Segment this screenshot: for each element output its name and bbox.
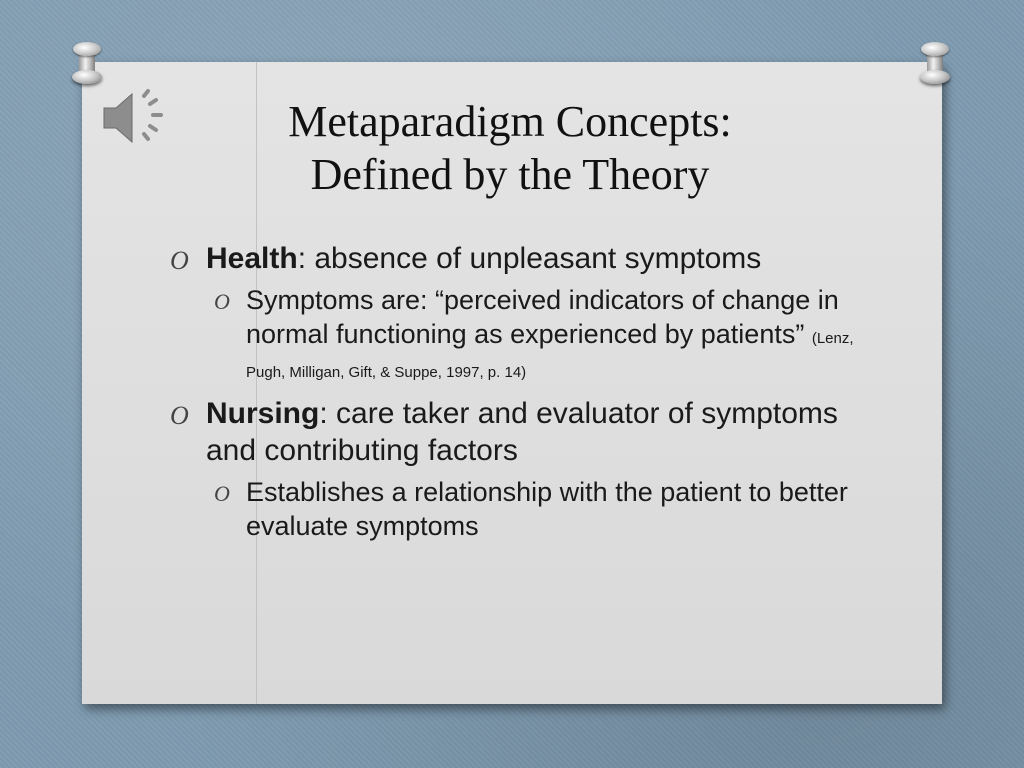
bullet-health [170,240,870,277]
term-nursing: Nursing [206,397,320,430]
bullet-marker: O [170,401,189,430]
title-line-1: Metaparadigm Concepts: [288,97,732,146]
pushpin-right-icon [920,42,950,90]
speaker-icon[interactable] [100,86,170,150]
bullet-list [170,240,870,553]
term-health: Health [206,242,298,275]
title-line-2: Defined by the Theory [310,149,710,199]
symptoms-definition: Symptoms are: “perceived indicators of change in normal functioning as experienced by patients” [246,285,839,349]
bullet-marker: O [214,289,230,314]
bullet-marker: O [170,246,189,275]
sub-bullet-relationship [170,475,870,543]
health-definition: : absence of unpleasant symptoms [297,242,762,275]
bullet-marker: O [214,481,230,506]
sub-bullet-symptoms [170,283,870,385]
slide-title [200,96,820,202]
relationship-text: Establishes a relationship with the patient to better evaluate symptoms [246,477,848,541]
bullet-nursing [170,395,870,469]
nursing-definition: : care taker and evaluator of symptoms and contributing factors [206,397,838,467]
citation: (Lenz, Pugh, Milligan, Gift, & Suppe, 1997, p. 14) [246,330,854,381]
pushpin-left-icon [72,42,102,90]
